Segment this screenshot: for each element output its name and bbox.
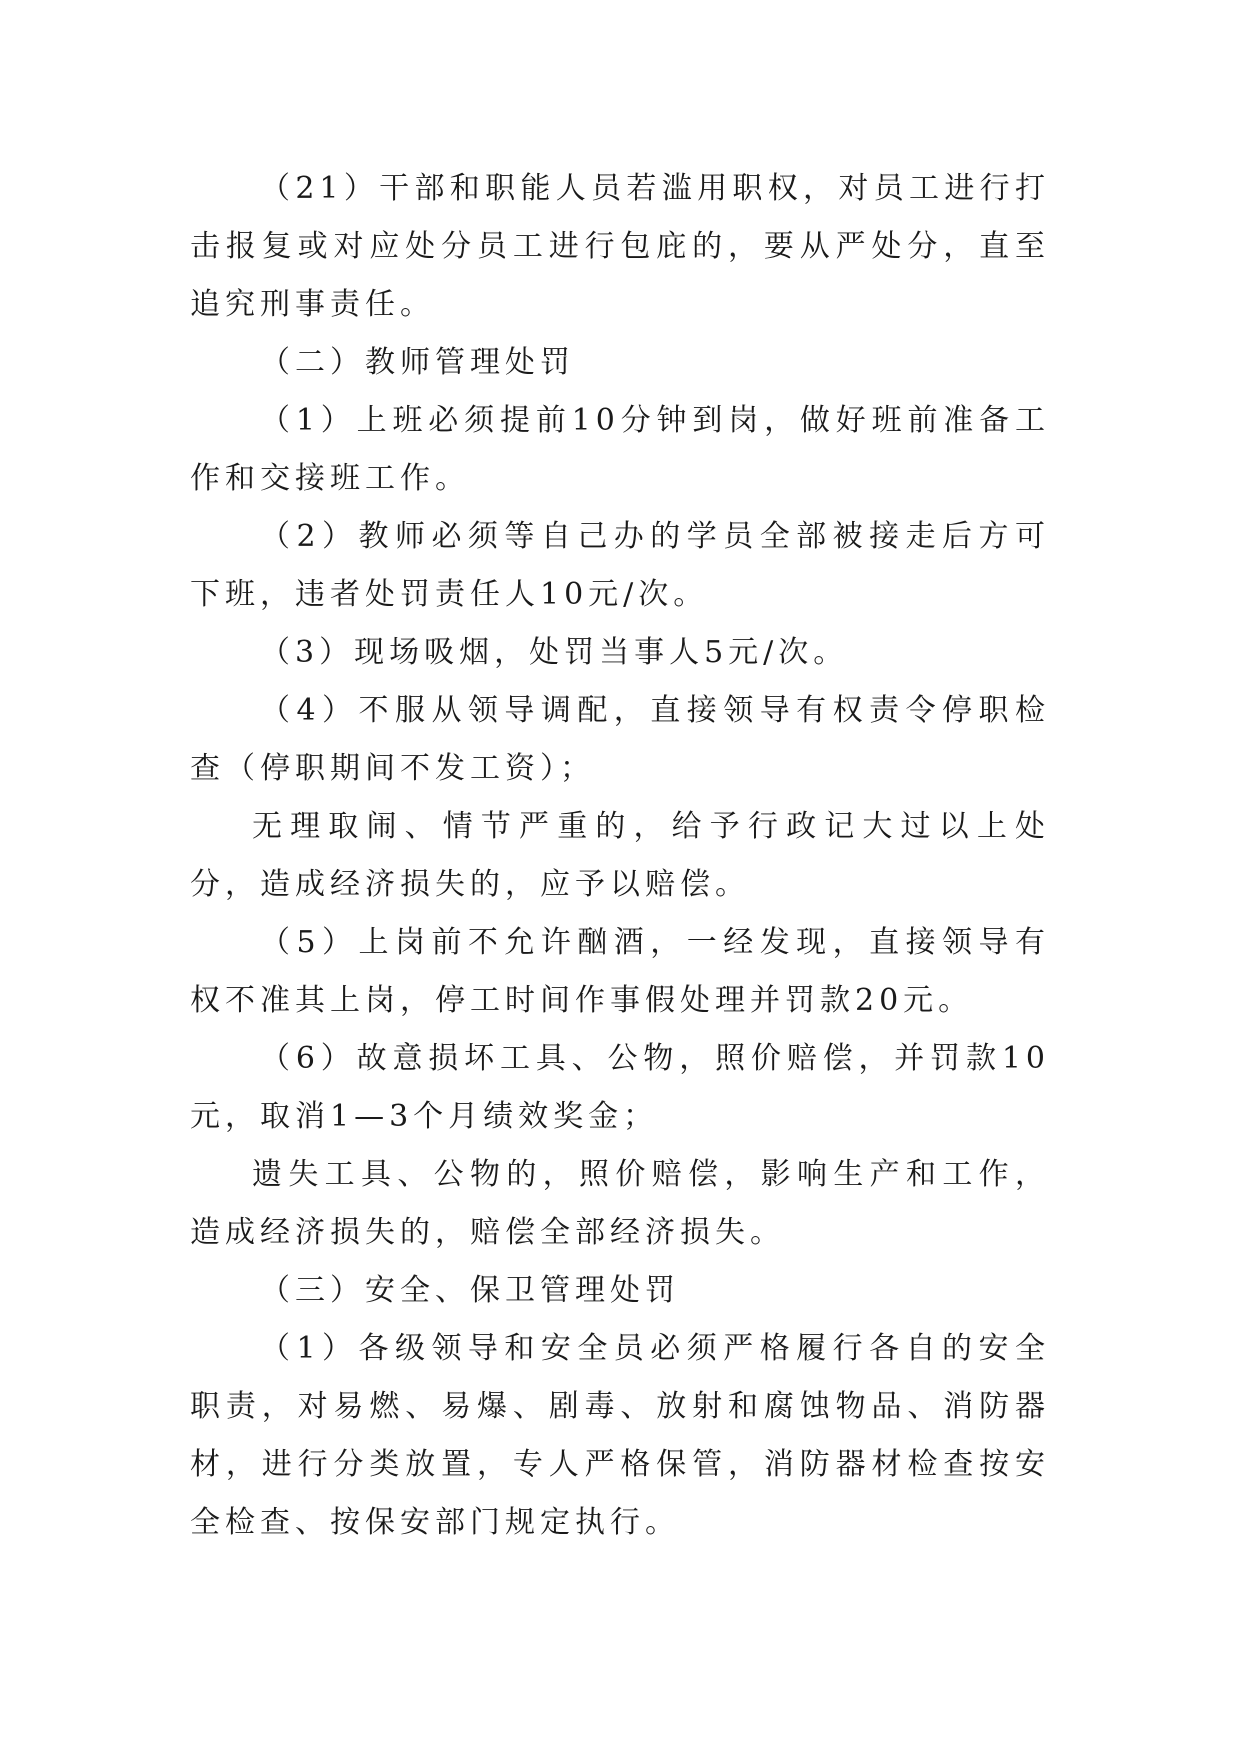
paragraph-6-continued: 遗失工具、公物的，照价赔偿，影响生产和工作，造成经济损失的，赔偿全部经济损失。 [190,1157,1050,1250]
section-heading-teacher-penalties: （二）教师管理处罚 [260,345,575,380]
document-body [190,160,1050,1552]
section-heading-safety-penalties: （三）安全、保卫管理处罚 [260,1273,680,1308]
paragraph-5-drinking: （5）上岗前不允许酗酒，一经发现，直接领导有权不准其上岗，停工时间作事假处理并罚款20元。 [190,925,1050,1018]
paragraph-3-smoking: （3）现场吸烟，处罚当事人5元/次。 [260,635,849,670]
paragraph-2-wait-for-pickup: （2）教师必须等自己办的学员全部被接走后方可下班，违者处罚责任人10元/次。 [190,519,1050,612]
paragraph-1-arrive-early: （1）上班必须提前10分钟到岗，做好班前准备工作和交接班工作。 [190,403,1050,496]
paragraph-4-disobey-orders: （4）不服从领导调配，直接领导有权责令停职检查（停职期间不发工资）； [190,693,1050,786]
paragraph-21-cadre-abuse: （21）干部和职能人员若滥用职权，对员工进行打击报复或对应处分员工进行包庇的，要从严处分，直至追究刑事责任。 [190,171,1050,322]
paragraph-1-safety-duties: （1）各级领导和安全员必须严格履行各自的安全职责，对易燃、易爆、剧毒、放射和腐蚀物品、消防器材，进行分类放置，专人严格保管，消防器材检查按安全检查、按保安部门规定执行。 [190,1331,1050,1540]
paragraph-4-continued: 无理取闹、情节严重的，给予行政记大过以上处分，造成经济损失的，应予以赔偿。 [190,809,1050,902]
paragraph-6-damage-property: （6）故意损坏工具、公物，照价赔偿，并罚款10元，取消1—3个月绩效奖金； [190,1041,1050,1134]
